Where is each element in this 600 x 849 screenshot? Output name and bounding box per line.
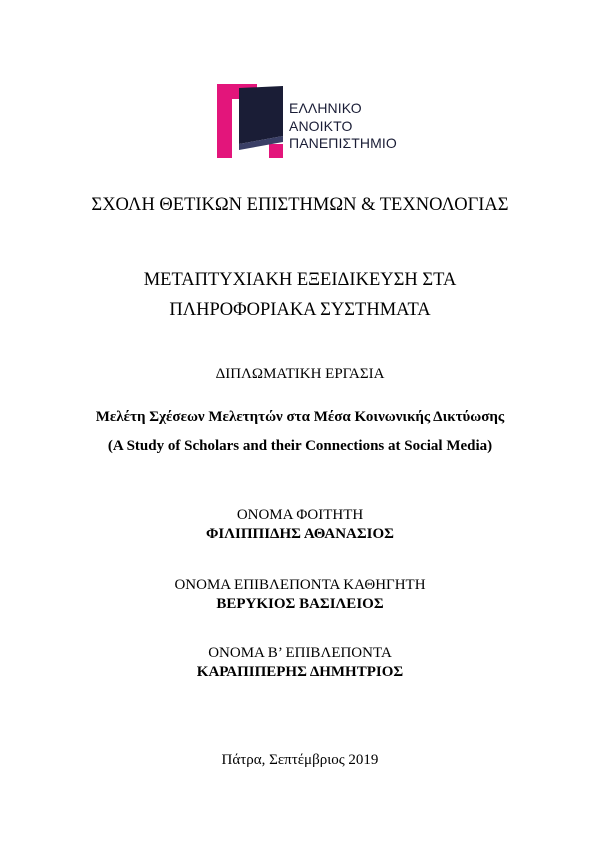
second-supervisor-name: ΚΑΡΑΠΙΠΕΡΗΣ ΔΗΜΗΤΡΙΟΣ: [196, 664, 404, 680]
supervisor-name: ΒΕΡΥΚΙΟΣ ΒΑΣΙΛΕΙΟΣ: [216, 596, 384, 612]
school-name: ΣΧΟΛΗ ΘΕΤΙΚΩΝ ΕΠΙΣΤΗΜΩΝ & ΤΕΧΝΟΛΟΓΙΑΣ: [91, 195, 509, 215]
logo-line-2: ΑΝΟΙΚΤΟ: [289, 117, 353, 134]
logo-emblem-icon: [217, 84, 287, 158]
logo-line-3: ΠΑΝΕΠΙΣΤΗΜΙΟ: [289, 135, 397, 151]
thesis-title-greek: Μελέτη Σχέσεων Μελετητών στα Μέσα Κοινωνικής Δικτύωσης: [95, 409, 505, 425]
thesis-type: ΔΙΠΛΩΜΑΤΙΚΗ ΕΡΓΑΣΙΑ: [215, 366, 385, 382]
university-logo: [217, 84, 407, 158]
place-date: Πάτρα, Σεπτέμβριος 2019: [221, 752, 379, 768]
thesis-title-english: (A Study of Scholars and their Connections at Social Media): [107, 438, 493, 454]
program-title-line-1: ΜΕΤΑΠΤΥΧΙΑΚΗ ΕΞΕΙΔΙΚΕΥΣΗ ΣΤΑ: [143, 270, 457, 290]
program-title-line-2: ΠΛΗΡΟΦΟΡΙΑΚΑ ΣΥΣΤΗΜΑΤΑ: [169, 300, 431, 320]
student-name: ΦΙΛΙΠΠΙΔΗΣ ΑΘΑΝΑΣΙΟΣ: [206, 526, 394, 542]
logo-line-1: ΕΛΛΗΝΙΚΟ: [289, 100, 362, 116]
logo-wordmark: [289, 100, 397, 153]
student-label: ΟΝΟΜΑ ΦΟΙΤΗΤΗ: [236, 507, 364, 523]
supervisor-label: ΟΝΟΜΑ ΕΠΙΒΛΕΠΟΝΤΑ ΚΑΘΗΓΗΤΗ: [174, 577, 426, 593]
second-supervisor-label: ΟΝΟΜΑ Β’ ΕΠΙΒΛΕΠΟΝΤΑ: [208, 645, 392, 661]
